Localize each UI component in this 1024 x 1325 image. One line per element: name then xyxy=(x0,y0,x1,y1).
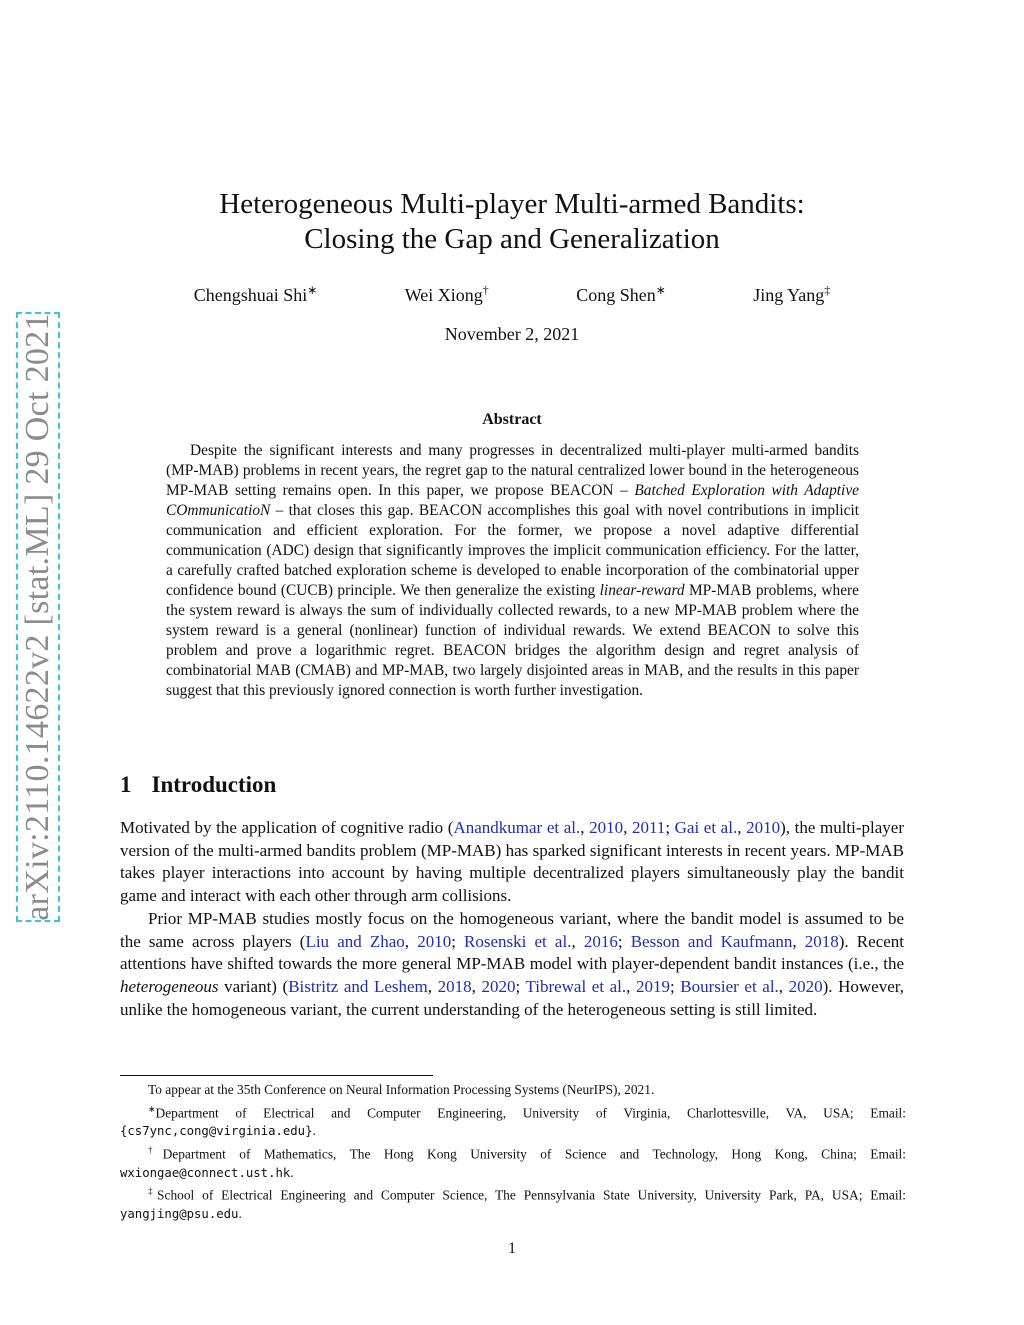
introduction-body xyxy=(120,817,904,1021)
author xyxy=(405,283,489,306)
arxiv-identifier: arXiv:2110.14622v2 [stat.ML] 29 Oct 2021 xyxy=(19,313,56,921)
abstract-emphasis: Batched Exploration with Adaptive COmmunicatioN xyxy=(166,482,859,519)
author-name: Jing Yang xyxy=(753,285,825,305)
citation-link[interactable]: Anandkumar et al. xyxy=(453,818,581,837)
paragraph xyxy=(120,817,904,908)
citation-link[interactable]: 2020 xyxy=(481,976,516,996)
section-title: Introduction xyxy=(151,772,277,797)
paragraph xyxy=(120,908,904,1022)
footnotes xyxy=(120,1081,906,1224)
affiliation-mark: ‡ xyxy=(824,283,831,297)
author xyxy=(194,283,318,306)
footnote-divider xyxy=(120,1075,433,1076)
body-text: , xyxy=(737,818,747,837)
author-list xyxy=(150,283,874,306)
body-text: , xyxy=(626,976,636,996)
citation-link[interactable]: Tibrewal et al. xyxy=(525,976,627,996)
footnote-mark: ‡ xyxy=(148,1186,158,1197)
email-address: {cs7ync,cong@virginia.edu} xyxy=(120,1124,313,1139)
footnote-text: School of Electrical Engineering and Computer Science, The Pennsylvania State University, University Park, PA, USA; Email: xyxy=(157,1187,907,1203)
body-text: ; xyxy=(451,931,465,951)
abstract-text: Despite the significant interests and many progresses in decentralized multi-player multi-armed bandits (MP-MAB) problems in recent years, the regret gap to the natural centralized lower bound in the heterogeneous MP-MAB setting remains open. In this paper, we propose BEACON – xyxy=(166,442,859,499)
citation-link[interactable]: 2010 xyxy=(417,931,452,951)
author xyxy=(753,283,830,306)
citation-link[interactable]: 2010 xyxy=(589,818,624,837)
citation-link[interactable]: Liu and Zhao xyxy=(305,931,405,951)
footnote-affiliation xyxy=(120,1141,906,1182)
body-text: , xyxy=(404,931,418,951)
arxiv-stamp xyxy=(16,312,60,922)
title-line-1: Heterogeneous Multi-player Multi-armed Bandits: xyxy=(219,188,805,220)
footnote-text: . xyxy=(312,1123,316,1139)
citation-link[interactable]: 2018 xyxy=(437,976,472,996)
citation-link[interactable]: Gai et al. xyxy=(674,818,738,837)
author xyxy=(576,283,666,306)
body-text: , xyxy=(427,976,438,996)
affiliation-mark: ∗ xyxy=(655,283,666,297)
author-name: Chengshuai Shi xyxy=(193,285,308,305)
section-number: 1 xyxy=(120,772,132,797)
citation-link[interactable]: 2019 xyxy=(635,976,670,996)
abstract-heading: Abstract xyxy=(482,411,542,428)
body-text: , xyxy=(471,976,482,996)
footnote-text: . xyxy=(238,1206,242,1222)
footnote-mark: ∗ xyxy=(148,1103,156,1114)
page-number: 1 xyxy=(508,1240,516,1257)
footnote-venue: To appear at the 35th Conference on Neural Information Processing Systems (NeurIPS), 2021. xyxy=(148,1082,655,1097)
body-text: ; xyxy=(515,976,526,996)
footnote-text: Department of Mathematics, The Hong Kong University of Science and Technology, Hong Kong, China; Email: xyxy=(162,1146,907,1162)
body-text: , xyxy=(580,818,590,837)
abstract-text: – that closes this gap. BEACON accomplishes this goal with novel contributions in implicit communication and efficient exploration. For the former, we propose a novel adaptive differential communication (ADC) design that significantly improves the implicit communication efficiency. For the latter, a carefully crafted batched exploration scheme is developed to enable incorporation of the combinatorial upper confidence bound (CUCB) principle. We then generalize the existing xyxy=(166,502,859,599)
body-text: ). However, unlike the homogeneous variant, the current understanding of the heterogeneous setting is still limited. xyxy=(120,976,904,1019)
affiliation-mark: ∗ xyxy=(307,283,318,297)
body-text: Prior MP-MAB studies mostly focus on the homogeneous variant, where the bandit model is assumed to be the same across players ( xyxy=(120,908,904,951)
body-text: ; xyxy=(617,931,631,951)
footnote-mark: † xyxy=(148,1144,163,1155)
footnote-affiliation xyxy=(120,1182,906,1223)
email-address: yangjing@psu.edu xyxy=(120,1207,239,1222)
citation-link[interactable]: 2016 xyxy=(583,931,618,951)
citation-link[interactable]: Bistritz and Leshem xyxy=(288,976,428,996)
citation-link[interactable]: Besson and Kaufmann xyxy=(630,931,793,951)
citation-link[interactable]: 2020 xyxy=(788,976,823,996)
abstract-text: MP-MAB problems, where the system reward is always the sum of individually collected rewards, to a new MP-MAB problem where the system reward is a general (nonlinear) function of individual rewards. We extend BEACON to solve this problem and prove a logarithmic regret. BEACON bridges the algorithm design and regret analysis of combinatorial MAB (CMAB) and MP-MAB, two largely disjointed areas in MAB, and the results in this paper suggest that this previously ignored connection is worth further investigation. xyxy=(166,582,860,699)
citation-link[interactable]: 2010 xyxy=(746,818,781,837)
citation-link[interactable]: 2018 xyxy=(804,931,839,951)
abstract-body xyxy=(166,441,859,701)
paper-title xyxy=(120,187,904,257)
citation-link[interactable]: Rosenski et al. xyxy=(464,931,572,951)
author-name: Wei Xiong xyxy=(404,285,483,305)
author-name: Cong Shen xyxy=(576,285,656,305)
body-text: Motivated by the application of cognitive radio ( xyxy=(120,818,454,837)
email-address: wxiongae@connect.ust.hk xyxy=(120,1165,291,1180)
body-text: ; xyxy=(665,818,675,837)
footnote-affiliation xyxy=(120,1100,906,1141)
body-text: , xyxy=(792,931,805,951)
body-text: , xyxy=(623,818,632,837)
affiliation-mark: † xyxy=(482,283,489,297)
body-text: ; xyxy=(669,976,681,996)
citation-link[interactable]: Boursier et al. xyxy=(680,976,779,996)
abstract-emphasis: linear-reward xyxy=(599,582,685,599)
body-text: ). Recent attentions have shifted towards the more general MP-MAB model with player-dependent bandit instances (i.e., the xyxy=(120,931,905,974)
footnote-text: Department of Electrical and Computer Engineering, University of Virginia, Charlottesville, VA, USA; Email: xyxy=(155,1104,906,1120)
body-text: , xyxy=(778,976,789,996)
body-text: variant) ( xyxy=(218,976,289,996)
body-text: , xyxy=(571,931,584,951)
title-line-2: Closing the Gap and Generalization xyxy=(304,223,720,255)
footnote-text: . xyxy=(290,1164,294,1180)
publication-date: November 2, 2021 xyxy=(444,324,580,344)
body-text: ), the multi-player version of the multi-armed bandits problem (MP-MAB) has sparked significant interests in recent years. MP-MAB takes player interactions into account by having multiple decentralized players simultaneously play the bandit game and interact with each other through arm collisions. xyxy=(120,818,905,906)
citation-link[interactable]: 2011 xyxy=(631,818,666,837)
section-heading xyxy=(120,772,276,798)
emphasis-text: heterogeneous xyxy=(120,976,219,996)
